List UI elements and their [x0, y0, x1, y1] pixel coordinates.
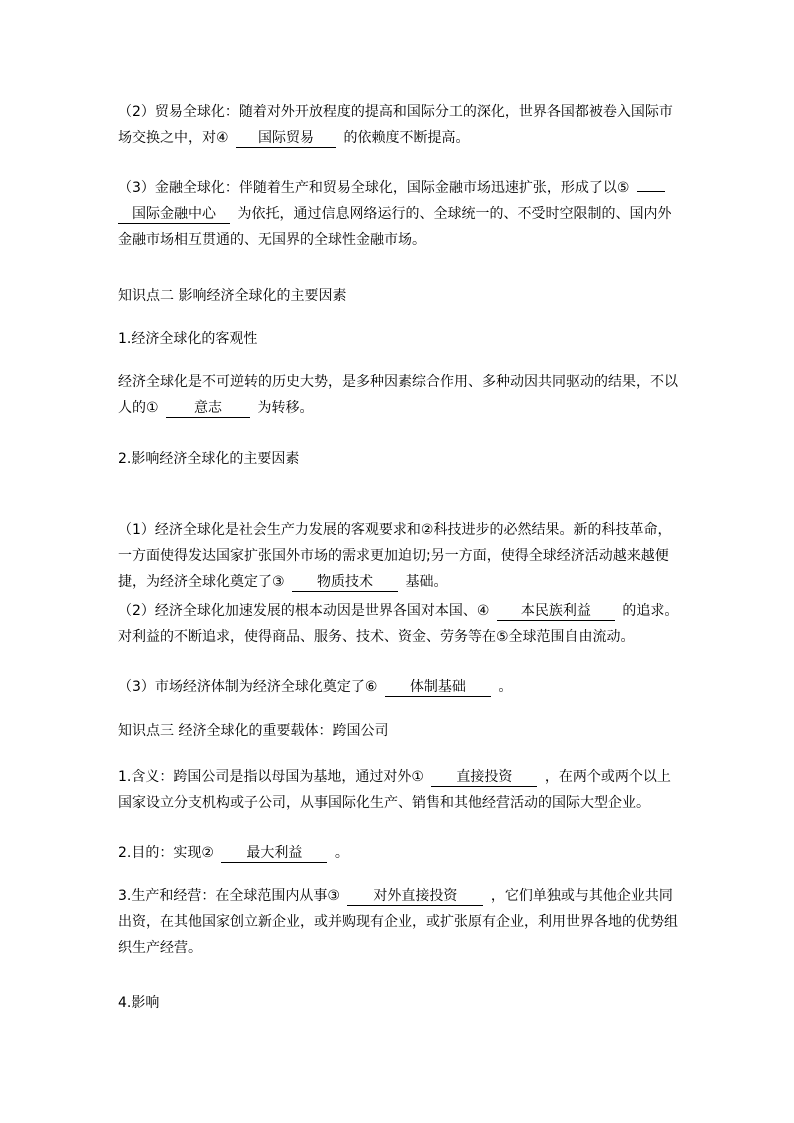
text-line: 出资，在其他国家创立新企业，或并购现有企业，或扩张原有企业，利用世界各地的优势组	[118, 914, 678, 930]
text-fragment: 的追求。	[622, 603, 679, 619]
text-fragment: 为转移。	[257, 400, 314, 416]
text-line: 经济全球化是不可逆转的历史大势，是多种因素综合作用、多种动因共同驱动的结果，不以	[118, 374, 678, 390]
text-fragment: （3）金融全球化：伴随着生产和贸易全球化，国际金融市场迅速扩张，形成了以⑤	[118, 180, 630, 196]
text-fragment: 捷，为经济全球化奠定了③	[118, 574, 285, 590]
paragraph-definition	[118, 764, 678, 816]
paragraph-market-system	[118, 674, 678, 700]
fill-blank-answer: 最大利益	[221, 844, 327, 863]
text-fragment: 1.含义：跨国公司是指以母国为基地，通过对外①	[118, 769, 424, 785]
text-fragment: 2.目的：实现②	[118, 845, 214, 861]
text-line	[118, 175, 678, 201]
text-line: 织生产经营。	[118, 940, 202, 956]
fill-blank-start	[637, 191, 665, 192]
text-line: （2）贸易全球化：随着对外开放程度的提高和国际分工的深化，世界各国都被卷入国际市	[118, 104, 673, 120]
section-heading: 知识点三 经济全球化的重要载体：跨国公司	[118, 723, 389, 739]
text-line	[118, 395, 678, 421]
text-line: 对利益的不断追求，使得商品、服务、技术、资金、劳务等在⑤全球范围自由流动。	[118, 629, 635, 645]
fill-blank-answer: 体制基础	[385, 678, 491, 697]
text-line: （1）经济全球化是社会生产力发展的客观要求和②科技进步的必然结果。新的科技革命，	[118, 522, 672, 538]
text-line	[118, 569, 678, 595]
subsection-heading: 2.影响经济全球化的主要因素	[118, 451, 300, 467]
text-fragment: 场交换之中，对④	[118, 130, 229, 146]
fill-blank-answer: 意志	[166, 399, 250, 418]
text-fragment: （2）经济全球化加速发展的根本动因是世界各国对本国、④	[118, 603, 490, 619]
paragraph-trade-globalization	[118, 99, 678, 151]
text-line: 一方面使得发达国家扩张国外市场的需求更加迫切;另一方面，使得全球经济活动越来越便	[118, 548, 669, 564]
text-fragment: ，在两个或两个以上	[544, 769, 671, 785]
text-fragment: 人的①	[118, 400, 159, 416]
text-fragment: 。	[498, 679, 513, 695]
subsection-heading: 4.影响	[118, 995, 160, 1011]
paragraph-operation	[118, 883, 678, 961]
fill-blank-answer: 物质技术	[292, 573, 398, 592]
fill-blank-answer: 国际贸易	[236, 129, 336, 148]
text-fragment: 3.生产和经营：在全球范围内从事③	[118, 888, 340, 904]
text-fragment: （3）市场经济体制为经济全球化奠定了⑥	[118, 679, 378, 695]
paragraph-purpose	[118, 840, 678, 866]
fill-blank-answer: 对外直接投资	[347, 887, 483, 906]
text-line	[118, 674, 678, 700]
text-fragment: 基础。	[405, 574, 448, 590]
text-line	[118, 201, 678, 227]
paragraph-objectivity	[118, 369, 678, 421]
section-heading: 知识点二 影响经济全球化的主要因素	[118, 288, 347, 304]
paragraph-finance-globalization	[118, 175, 678, 253]
paragraph-productivity	[118, 517, 678, 595]
fill-blank-answer: 国际金融中心	[118, 205, 230, 224]
text-fragment: 。	[334, 845, 349, 861]
text-line: 金融市场相互贯通的、无国界的全球性金融市场。	[118, 232, 426, 248]
text-line: 国家设立分支机构或子公司，从事国际化生产、销售和其他经营活动的国际大型企业。	[118, 795, 650, 811]
text-fragment: 为依托，通过信息网络运行的、全球统一的、不受时空限制的、国内外	[237, 206, 672, 222]
subsection-heading: 1.经济全球化的客观性	[118, 331, 258, 347]
text-line	[118, 598, 678, 624]
text-fragment: ，它们单独或与其他企业共同	[490, 888, 673, 904]
text-line	[118, 883, 678, 909]
text-fragment: 的依赖度不断提高。	[343, 130, 470, 146]
text-line	[118, 764, 678, 790]
fill-blank-answer: 直接投资	[431, 768, 537, 787]
paragraph-motivation	[118, 598, 678, 650]
fill-blank-answer: 本民族利益	[497, 602, 615, 621]
text-line	[118, 840, 678, 866]
text-line	[118, 125, 678, 151]
